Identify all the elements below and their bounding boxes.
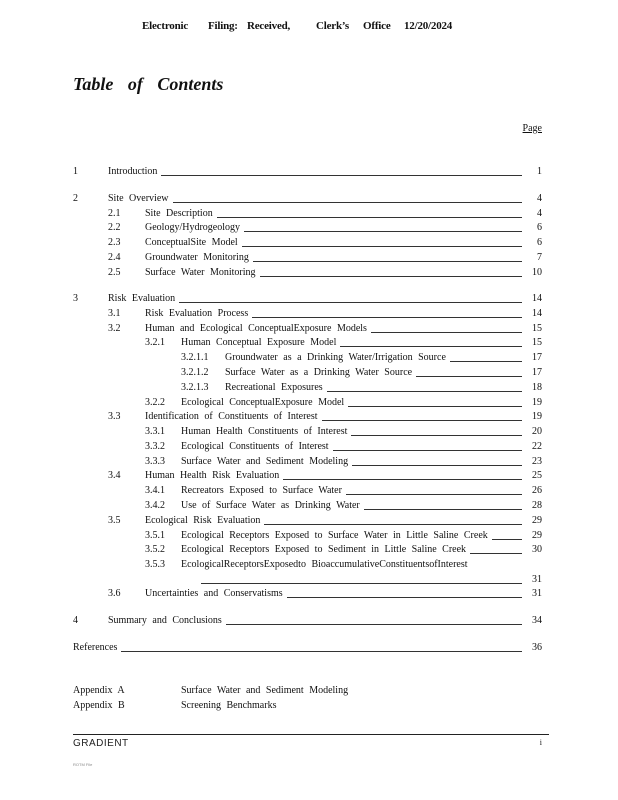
footer-rule — [73, 734, 549, 735]
toc-label: Recreational Exposures — [225, 381, 327, 394]
toc-number: 3.3.3 — [145, 456, 165, 467]
toc-number: 3.5.1 — [145, 530, 165, 541]
toc-page-number: 10 — [524, 266, 542, 279]
toc-number: 3.2.1.2 — [181, 367, 209, 378]
toc-page-number: 29 — [524, 514, 542, 527]
toc-page-number: 19 — [524, 410, 542, 423]
toc-page-number: 23 — [524, 455, 542, 468]
toc-number: 3.2.1.3 — [181, 382, 209, 393]
toc-row[interactable] — [73, 425, 542, 438]
toc-page-number: 4 — [524, 207, 542, 220]
toc-label: Groundwater Monitoring — [145, 251, 253, 264]
toc-row[interactable] — [73, 573, 542, 586]
toc-page-number: 31 — [524, 573, 542, 586]
toc-row[interactable] — [73, 351, 542, 364]
toc-label: Summary and Conclusions — [108, 614, 226, 627]
toc-page-number: 6 — [524, 221, 542, 234]
appendix-b-id: Appendix B — [73, 700, 125, 711]
toc-number: 3.5.3 — [145, 559, 165, 570]
toc-label: Introduction — [108, 165, 161, 178]
toc-row[interactable] — [73, 641, 542, 654]
toc-label: Geology/Hydrogeology — [145, 221, 244, 234]
toc-label: Uncertainties and Conservatisms — [145, 587, 287, 600]
toc-label: Site Description — [145, 207, 217, 220]
toc-page-number: 36 — [524, 641, 542, 654]
toc-label: Risk Evaluation — [108, 292, 179, 305]
toc-row[interactable] — [73, 529, 542, 542]
header-word-filing: Filing: — [208, 20, 238, 32]
toc-label: Use of Surface Water as Drinking Water — [181, 499, 364, 512]
toc-label: Ecological Receptors Exposed to Surface Water in Little Saline Creek — [181, 529, 492, 542]
toc-row[interactable] — [73, 410, 542, 423]
toc-page-number: 19 — [524, 396, 542, 409]
toc-label: Groundwater as a Drinking Water/Irrigation Source — [225, 351, 450, 364]
toc-label: Surface Water Monitoring — [145, 266, 260, 279]
page-column-label: Page — [522, 123, 542, 134]
footer-file-code: ROTM File — [73, 762, 93, 767]
toc-row[interactable] — [73, 455, 542, 468]
toc-row[interactable] — [73, 440, 542, 453]
appendix-a-id: Appendix A — [73, 685, 125, 696]
toc-leader — [201, 583, 522, 584]
toc-row[interactable] — [73, 266, 542, 279]
toc-leader — [128, 302, 522, 303]
toc-number: 4 — [73, 615, 78, 626]
toc-leader — [93, 651, 522, 652]
appendix-a-title: Surface Water and Sediment Modeling — [181, 685, 349, 696]
toc-row[interactable] — [73, 165, 542, 178]
toc-label: Ecological Constituents of Interest — [181, 440, 333, 453]
toc-label: EcologicalReceptorsExposedto BioaccumulativeConstituentsofInterest — [181, 558, 472, 571]
toc-row[interactable] — [73, 322, 542, 335]
toc-number: 3.5 — [108, 515, 121, 526]
header-word-clerks: Clerk’s — [316, 20, 350, 32]
toc-leader — [128, 202, 522, 203]
toc-number: 1 — [73, 166, 78, 177]
toc-row[interactable] — [73, 499, 542, 512]
toc-number: 3.3.1 — [145, 426, 165, 437]
toc-label: Ecological ConceptualExposure Model — [181, 396, 348, 409]
header-word-office: Office — [363, 20, 391, 32]
toc-number: 3.2 — [108, 323, 121, 334]
toc-page-number: 14 — [524, 292, 542, 305]
toc-number: 2.5 — [108, 267, 121, 278]
toc-number: 3.6 — [108, 588, 121, 599]
toc-number: 2.3 — [108, 237, 121, 248]
toc-page-number: 20 — [524, 425, 542, 438]
company-logo: GRADIENT — [73, 738, 129, 749]
toc-number: 2.2 — [108, 222, 121, 233]
toc-label: Recreators Exposed to Surface Water — [181, 484, 346, 497]
toc-leader — [165, 217, 522, 218]
toc-page-number: 1 — [524, 165, 542, 178]
toc-label: Risk Evaluation Process — [145, 307, 252, 320]
toc-page-number: 22 — [524, 440, 542, 453]
toc-row[interactable] — [73, 366, 542, 379]
toc-row[interactable] — [73, 543, 542, 556]
toc-label: Human Health Risk Evaluation — [145, 469, 283, 482]
toc-page-number: 26 — [524, 484, 542, 497]
toc-number: 3.2.2 — [145, 397, 165, 408]
toc-label: References — [73, 641, 121, 654]
toc-page-number: 17 — [524, 351, 542, 364]
toc-page-number: 15 — [524, 322, 542, 335]
toc-label: Ecological Receptors Exposed to Sediment in Little Saline Creek — [181, 543, 470, 556]
toc-number: 2 — [73, 193, 78, 204]
toc-page-number: 14 — [524, 307, 542, 320]
toc-label: Human Health Constituents of Interest — [181, 425, 351, 438]
toc-label: Human Conceptual Exposure Model — [181, 336, 340, 349]
toc-number: 2.4 — [108, 252, 121, 263]
toc-label: ConceptualSite Model — [145, 236, 242, 249]
toc-page-number: 6 — [524, 236, 542, 249]
toc-page-number: 7 — [524, 251, 542, 264]
page-title: Table of Contents — [73, 74, 224, 94]
toc-number: 3.4.2 — [145, 500, 165, 511]
toc-row[interactable] — [73, 514, 542, 527]
toc-page-number: 34 — [524, 614, 542, 627]
toc-label: Surface Water and Sediment Modeling — [181, 455, 352, 468]
header-word-electronic: Electronic — [142, 20, 189, 32]
toc-number: 3.2.1.1 — [181, 352, 209, 363]
header-word-received: Received, — [247, 20, 291, 32]
toc-number: 3.1 — [108, 308, 121, 319]
toc-row[interactable] — [73, 484, 542, 497]
toc-row[interactable] — [73, 221, 542, 234]
toc-row[interactable] — [73, 396, 542, 409]
toc-page-number: 18 — [524, 381, 542, 394]
toc-row[interactable] — [73, 381, 542, 394]
toc-page-number: 29 — [524, 529, 542, 542]
toc-page-number: 28 — [524, 499, 542, 512]
toc-page-number: 25 — [524, 469, 542, 482]
toc-page-number: 31 — [524, 587, 542, 600]
toc-number: 3.4.1 — [145, 485, 165, 496]
appendix-b-title: Screening Benchmarks — [181, 700, 277, 711]
toc-page-number: 30 — [524, 543, 542, 556]
toc-page-number: 4 — [524, 192, 542, 205]
toc-number: 3 — [73, 293, 78, 304]
toc-row[interactable] — [73, 292, 542, 305]
header-date: 12/20/2024 — [404, 20, 453, 32]
toc-number: 3.4 — [108, 470, 121, 481]
toc-leader — [128, 175, 522, 176]
toc-row[interactable] — [73, 236, 542, 249]
toc-row[interactable] — [73, 251, 542, 264]
footer-page-number: i — [539, 738, 542, 747]
toc-label: Identification of Constituents of Interest — [145, 410, 322, 423]
toc-label: Surface Water as a Drinking Water Source — [225, 366, 416, 379]
toc-number: 3.3 — [108, 411, 121, 422]
toc-number: 3.3.2 — [145, 441, 165, 452]
toc-row[interactable] — [73, 307, 542, 320]
toc-label: Site Overview — [108, 192, 173, 205]
toc-row[interactable] — [73, 207, 542, 220]
toc-page-number: 17 — [524, 366, 542, 379]
toc-page-number: 15 — [524, 336, 542, 349]
toc-row[interactable] — [73, 558, 542, 571]
toc-row[interactable] — [73, 614, 542, 627]
toc-row[interactable] — [73, 469, 542, 482]
toc-row[interactable] — [73, 336, 542, 349]
toc-label: Human and Ecological ConceptualExposure Models — [145, 322, 371, 335]
toc-row[interactable] — [73, 192, 542, 205]
toc-number: 2.1 — [108, 208, 121, 219]
toc-row[interactable] — [73, 587, 542, 600]
toc-number: 3.5.2 — [145, 544, 165, 555]
toc-number: 3.2.1 — [145, 337, 165, 348]
toc-label: Ecological Risk Evaluation — [145, 514, 264, 527]
